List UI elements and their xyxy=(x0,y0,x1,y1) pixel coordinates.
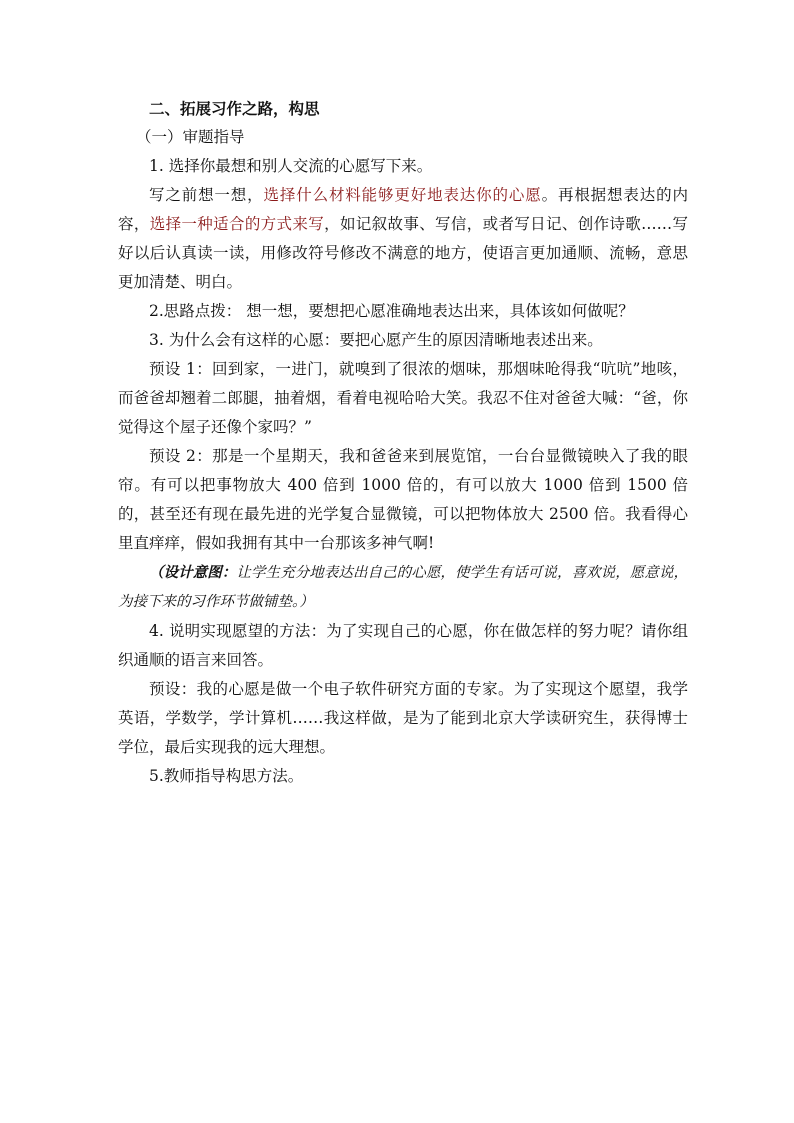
item-5: 5.教师指导构思方法。 xyxy=(149,767,304,785)
item-3: 3. 为什么会有这样的心愿：要把心愿产生的原因清晰地表述出来。 xyxy=(149,331,603,349)
subsection-heading: （一）审题指导 xyxy=(136,128,245,146)
preset-3: 预设：我的心愿是做一个电子软件研究方面的专家。为了实现这个愿望，我学英语，学数学，学计算机……我这样做，是为了能到北京大学读研究生，获得博士学位，最后实现我的远大理想。 xyxy=(118,680,688,756)
item-2: 2.思路点拨： 想一想，要想把心愿准确地表达出来，具体该如何做呢？ xyxy=(149,302,634,320)
text-segment: ，如记叙故事、写信，或者写日记、创作诗歌……写好以后认真读一读，用修改符号修改不满意的地方，使语言更加通顺、流畅，意思更加清楚、明白。 xyxy=(118,215,688,291)
item-4: 4. 说明实现愿望的方法：为了实现自己的心愿，你在做怎样的努力呢？请你组织通顺的语言来回答。 xyxy=(118,622,688,669)
item-1: 1. 选择你最想和别人交流的心愿写下来。 xyxy=(149,157,433,175)
preset-2: 预设 2：那是一个星期天，我和爸爸来到展览馆，一台台显微镜映入了我的眼帘。有可以把事物放大 400 倍到 1000 倍的，有可以放大 1000 倍到 1500 倍的，甚至还有现在最先进的光学复合显微镜，可以把物体放大 2500 倍。我看得心里直痒痒，假如我拥有其中一台那该多神气啊! xyxy=(118,447,688,552)
paragraph-writing-advice xyxy=(118,181,688,297)
design-note xyxy=(118,558,688,617)
preset-1: 预设 1：回到家，一进门，就嗅到了很浓的烟味，那烟味呛得我“吭吭”地咳，而爸爸却翘着二郎腿，抽着烟，看着电视哈哈大笑。我忍不住对爸爸大喊：“爸，你觉得这个屋子还像个家吗？” xyxy=(118,360,688,436)
design-note-text: 让学生充分地表达出自己的心愿，使学生有话可说，喜欢说，愿意说，为接下来的习作环节做铺垫。） xyxy=(118,565,689,610)
highlighted-text: 选择一种适合的方式来写 xyxy=(149,215,325,233)
text-segment: 。再根据想表达的内容， xyxy=(118,186,688,233)
section-heading: 二、拓展习作之路，构思 xyxy=(149,99,320,118)
text-segment: 写之前想一想， xyxy=(149,186,264,204)
design-note-label: （设计意图： xyxy=(149,564,237,581)
highlighted-text: 选择什么材料能够更好地表达你的心愿 xyxy=(263,186,542,204)
document-body xyxy=(118,94,688,791)
